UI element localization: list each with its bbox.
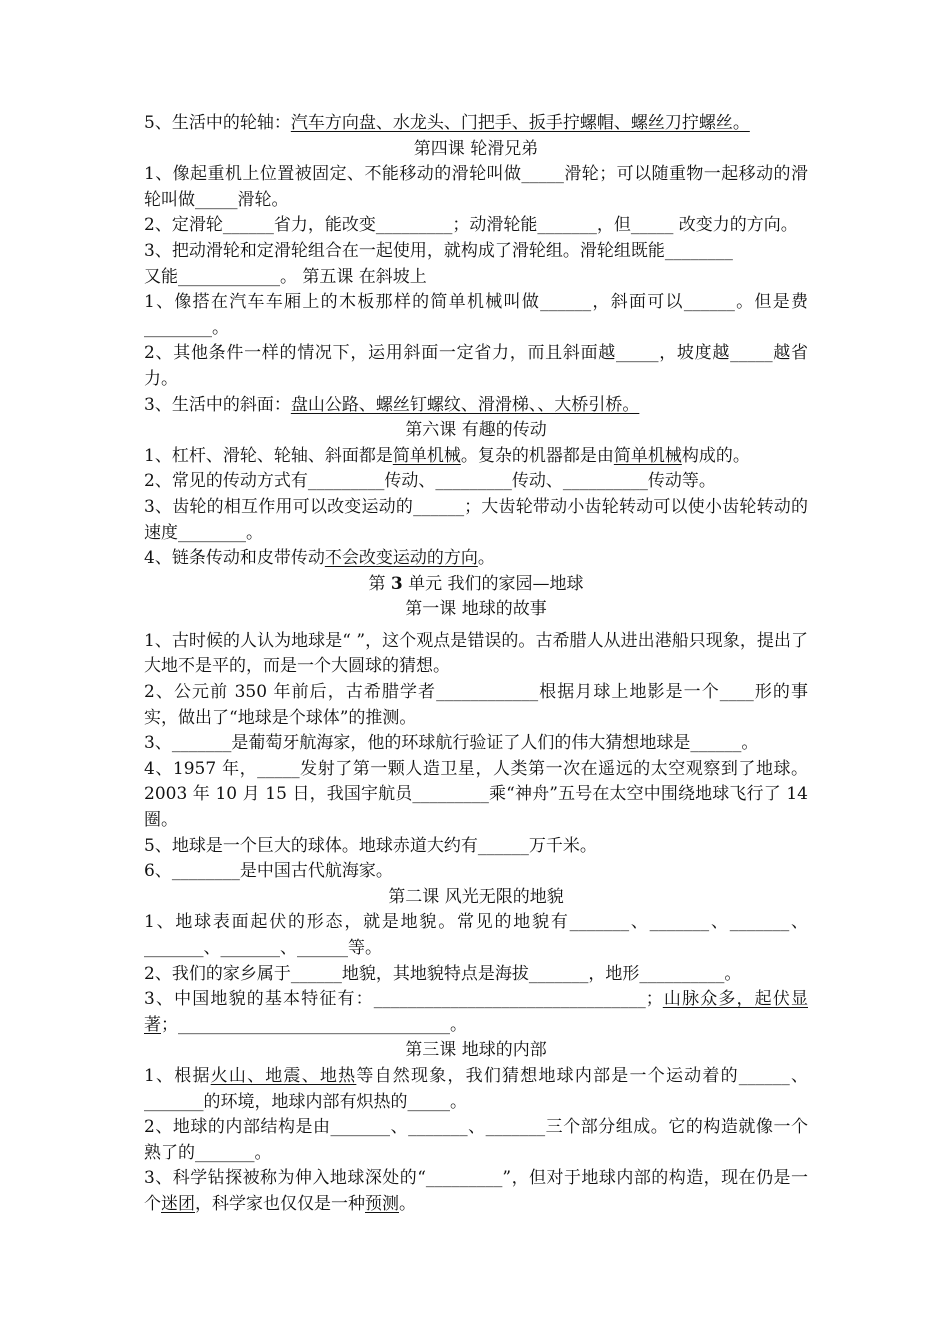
text-segment: 5、地球是一个巨大的球体。地球赤道大约有______万千米。: [144, 835, 597, 856]
section-heading: [144, 885, 808, 911]
question-line: [144, 987, 808, 1038]
section-heading: [144, 418, 808, 444]
text-segment: 单元 我们的家园—地球: [402, 573, 584, 594]
question-line: [144, 1166, 808, 1217]
question-line: [144, 859, 808, 885]
text-segment: 。复杂的机器都是由: [460, 445, 614, 466]
question-line: [144, 393, 808, 419]
text-segment: 3、把动滑轮和定滑轮组合在一起使用，就构成了滑轮组。滑轮组既能________: [144, 240, 733, 261]
underlined-answer: 火山、地震、地热: [210, 1065, 357, 1086]
text-segment: 2、我们的家乡属于______地貌，其地貌特点是海拔_______，地形__________。: [144, 963, 742, 984]
underlined-answer: 简单机械: [613, 445, 682, 466]
question-line: [144, 290, 808, 341]
text-segment: 1、古时候的人认为地球是“ ”，这个观点是错误的。古希腊人从进出港船只现象，提出了大地不是平的，而是一个大圆球的猜想。: [144, 630, 808, 677]
text-segment: 4、1957 年，_____发射了第一颗人造卫星，人类第一次在遥远的太空观察到了地球。2003 年 10 月 15 日，我国宇航员_________乘“神舟”五号在太空中围绕地球飞行了 14 圈。: [144, 758, 808, 831]
section-heading: [144, 597, 808, 623]
text-segment: 6、________是中国古代航海家。: [144, 861, 393, 882]
text-segment: 3、中国地貌的基本特征有：________________________________；: [144, 989, 663, 1010]
text-segment: 5、生活中的轮轴：: [144, 113, 291, 133]
text-segment: 。: [399, 1193, 416, 1214]
text-segment: 第: [368, 573, 391, 594]
text-segment: 第五课 在斜坡上: [302, 266, 427, 287]
underlined-answer: 不会改变运动的方向: [324, 548, 478, 569]
text-segment: 。: [477, 548, 495, 569]
text-segment: 2、其他条件一样的情况下，运用斜面一定省力，而且斜面越_____，坡度越_____越省力。: [144, 343, 808, 389]
question-line: [144, 444, 808, 470]
question-line: [144, 834, 808, 860]
text-segment: 3、生活中的斜面：: [144, 394, 291, 415]
question-line: [144, 731, 808, 757]
worksheet-content: [144, 111, 808, 1218]
question-line: [144, 910, 808, 961]
underlined-answer: 汽车方向盘、水龙头、门把手、扳手拧螺帽、螺丝刀拧螺丝。: [290, 113, 750, 133]
text-segment: 2、公元前 350 年前后，古希腊学者____________根据月球上地影是一个____形的事实，做出了“地球是个球体”的推测。: [144, 682, 808, 728]
question-line: [144, 546, 808, 572]
question-line: [144, 629, 808, 680]
underlined-answer: 简单机械: [392, 445, 461, 466]
question-line: [144, 265, 808, 291]
text-segment: 构成的。: [681, 445, 750, 466]
text-segment: ；________________________________。: [161, 1014, 467, 1035]
text-segment: 3、科学钻探被称为伸入地球深处的“_________”，但对于地球内部的构造，现在仍是一个: [144, 1168, 808, 1214]
question-line: [144, 757, 808, 834]
text-segment: 又能____________。: [144, 266, 303, 287]
question-line: [144, 1064, 808, 1115]
text-segment: 第四课 轮滑兄弟: [413, 138, 539, 159]
text-segment: 3、齿轮的相互作用可以改变运动的______；大齿轮带动小齿轮转动可以使小齿轮转动的速度________。: [144, 496, 808, 543]
question-line: [144, 469, 808, 495]
question-line: [144, 111, 808, 137]
underlined-answer: 山脉众多，起伏显著: [144, 989, 808, 1035]
text-segment: 1、杠杆、滑轮、轮轴、斜面都是: [144, 445, 393, 466]
text-segment: 1、根据: [144, 1065, 211, 1086]
underlined-answer: 迷团: [161, 1193, 195, 1214]
section-heading: [144, 1038, 808, 1064]
text-segment: 2、定滑轮______省力，能改变_________；动滑轮能_______，但_____ 改变力的方向。: [144, 215, 798, 236]
text-segment: 第二课 风光无限的地貌: [388, 886, 564, 907]
question-line: [144, 341, 808, 392]
question-line: [144, 162, 808, 213]
text-segment: 2、常见的传动方式有_________传动、_________传动、__________传动等。: [144, 471, 716, 492]
question-line: [144, 495, 808, 546]
text-segment: 第三课 地球的内部: [405, 1040, 547, 1061]
section-heading: [144, 572, 808, 598]
question-line: [144, 239, 808, 265]
question-line: [144, 213, 808, 239]
underlined-answer: 预测: [365, 1193, 399, 1214]
text-segment: 第六课 有趣的传动: [405, 420, 547, 441]
text-segment: 第一课 地球的故事: [405, 599, 547, 620]
text-segment: 2、地球的内部结构是由_______、_______、_______三个部分组成。它的构造就像一个熟了的_______。: [144, 1117, 808, 1163]
text-segment: 1、像起重机上位置被固定、不能移动的滑轮叫做_____滑轮；可以随重物一起移动的滑轮叫做_____滑轮。: [144, 164, 808, 210]
text-segment: 1、地球表面起伏的形态，就是地貌。常见的地貌有_______、_______、_______、_______、_______、______等。: [144, 912, 808, 958]
question-line: [144, 680, 808, 731]
underlined-answer: 盘山公路、螺丝钉螺纹、滑滑梯、、大桥引桥。: [290, 394, 640, 415]
text-segment: 4、链条传动和皮带传动: [144, 548, 325, 569]
question-line: [144, 962, 808, 988]
text-segment: 3、_______是葡萄牙航海家，他的环球航行验证了人们的伟大猜想地球是______。: [144, 733, 759, 754]
text-segment: 等自然现象，我们猜想地球内部是一个运动着的______、_______的环境，地球内部有炽热的_____。: [144, 1065, 808, 1112]
question-line: [144, 1115, 808, 1166]
text-segment: 1、像搭在汽车车厢上的木板那样的简单机械叫做______，斜面可以______。但是费________。: [144, 292, 808, 338]
section-heading: [144, 137, 808, 163]
text-segment: 3: [390, 573, 403, 594]
text-segment: ，科学家也仅仅是一种: [195, 1193, 365, 1214]
